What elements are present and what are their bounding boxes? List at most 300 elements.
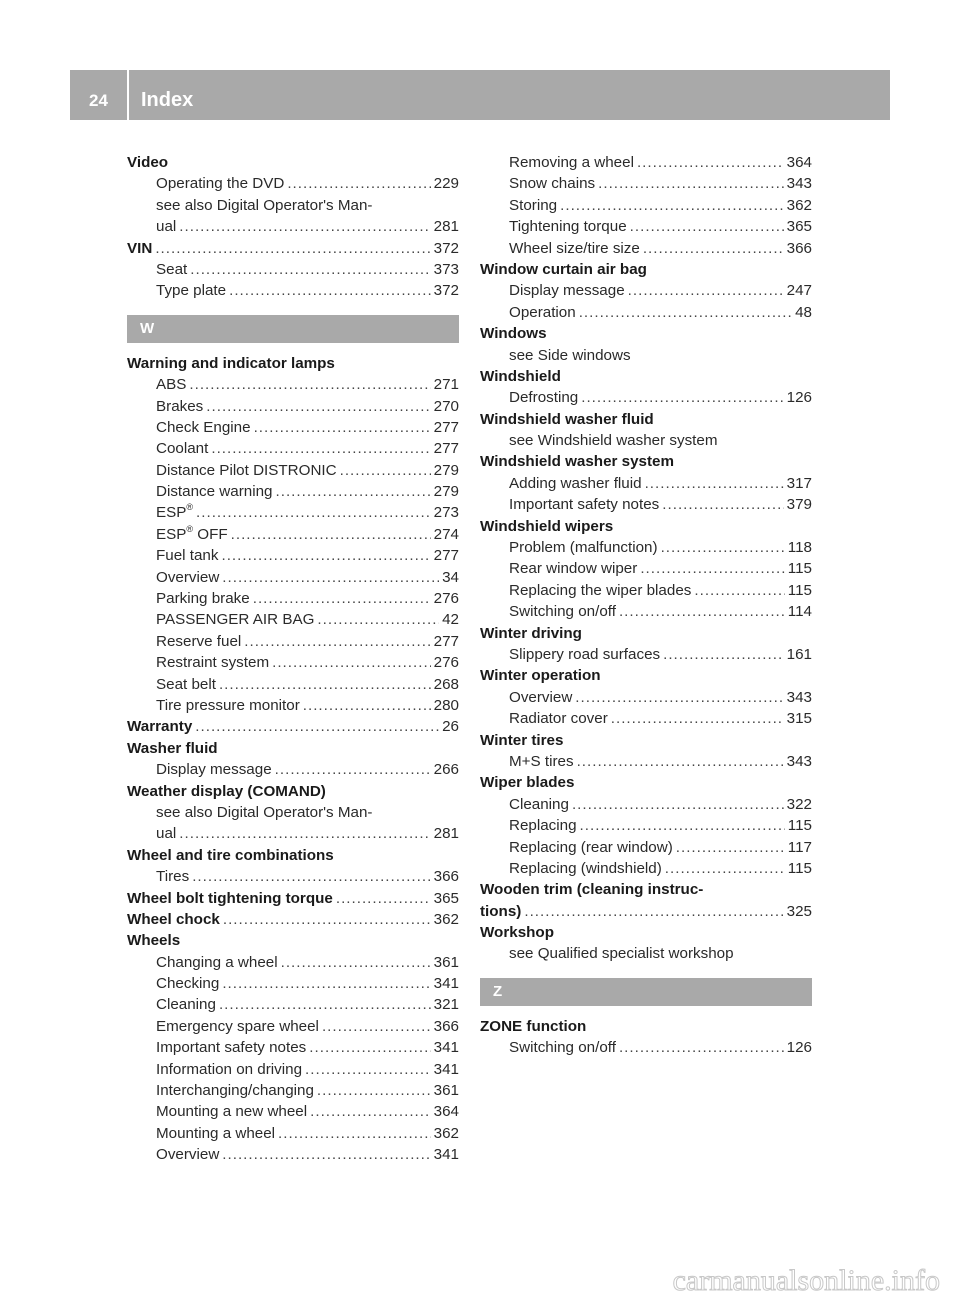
entry-text: Display message [156, 761, 272, 779]
index-subentry [127, 695, 459, 716]
entry-text: M+S tires [509, 752, 574, 770]
entry-label [156, 631, 241, 652]
dot-leader [179, 216, 430, 237]
dot-leader [179, 823, 430, 844]
entry-text: ESP [156, 504, 187, 522]
dot-leader [281, 952, 431, 973]
entry-label [156, 588, 250, 609]
page-reference[interactable]: 277 [433, 632, 459, 650]
index-subentry [480, 1037, 812, 1058]
index-entry [480, 516, 812, 537]
entry-label [156, 823, 176, 844]
page-reference[interactable]: 361 [433, 1082, 459, 1100]
entry-label [480, 623, 582, 644]
entry-text: Fuel tank [156, 547, 219, 565]
page-reference[interactable]: 115 [787, 817, 812, 835]
entry-label [127, 353, 335, 374]
page-reference[interactable]: 271 [433, 376, 459, 394]
page-reference[interactable]: 126 [786, 1039, 812, 1057]
entry-label [156, 695, 300, 716]
index-entry [127, 845, 459, 866]
entry-label [156, 396, 203, 417]
page-reference[interactable]: 115 [787, 859, 812, 877]
index-subentry [127, 652, 459, 673]
entry-text: Replacing (rear window) [509, 838, 673, 856]
page-reference[interactable]: 274 [433, 525, 459, 543]
entry-text: Windshield washer system [480, 453, 674, 471]
entry-label [480, 516, 613, 537]
index-subentry [127, 631, 459, 652]
entry-text: Mounting a wheel [156, 1124, 276, 1142]
index-see-also [480, 943, 812, 964]
entry-text: Winter operation [480, 667, 601, 685]
entry-text: Windows [480, 325, 547, 343]
page-reference[interactable]: 325 [786, 902, 812, 920]
page-reference[interactable]: 115 [787, 581, 812, 599]
entry-text: Tightening torque [509, 218, 627, 236]
page-reference[interactable]: 276 [433, 590, 459, 608]
index-subentry [127, 280, 459, 301]
index-subentry [480, 837, 812, 858]
entry-text: Operating the DVD [156, 175, 285, 193]
entry-label [156, 1144, 219, 1165]
page-reference[interactable]: 362 [433, 1124, 459, 1142]
dot-leader [665, 858, 785, 879]
page-header [70, 70, 890, 120]
index-subentry [127, 1123, 459, 1144]
dot-leader [628, 280, 784, 301]
page-reference[interactable]: 343 [786, 175, 812, 193]
entry-label [156, 502, 193, 523]
dot-leader [577, 751, 784, 772]
dot-leader [663, 644, 784, 665]
entry-text: Workshop [480, 924, 554, 942]
entry-label [156, 280, 226, 301]
entry-text: Overview [156, 568, 220, 586]
entry-label [156, 866, 189, 887]
page-reference[interactable]: 229 [433, 175, 459, 193]
entry-label [156, 460, 337, 481]
dot-leader [287, 173, 430, 194]
entry-text: Information on driving [156, 1060, 303, 1078]
entry-label [480, 901, 521, 922]
index-subentry [127, 259, 459, 280]
index-column-left [127, 152, 459, 1166]
page-reference[interactable]: 372 [433, 239, 459, 257]
entry-label [509, 858, 662, 879]
entry-text: Tires [156, 868, 190, 886]
entry-text: Window curtain air bag [480, 260, 647, 278]
entry-label [156, 1123, 275, 1144]
entry-text: Distance Pilot DISTRONIC [156, 461, 337, 479]
entry-text: Important safety notes [509, 496, 660, 514]
entry-label [156, 259, 187, 280]
entry-label [156, 609, 314, 630]
index-entry [480, 879, 812, 900]
page-reference[interactable]: 317 [786, 474, 812, 492]
dot-leader [581, 387, 783, 408]
entry-label [127, 845, 334, 866]
entry-text: Winter tires [480, 731, 564, 749]
page-reference[interactable]: 114 [787, 603, 812, 621]
entry-label [156, 567, 219, 588]
index-subentry [480, 387, 812, 408]
entry-text-tail: OFF [193, 525, 228, 543]
index-subentry [127, 481, 459, 502]
entry-text: Removing a wheel [509, 154, 634, 171]
dot-leader [305, 1059, 431, 1080]
page-reference[interactable]: 42 [442, 611, 459, 629]
dot-leader [310, 1101, 431, 1122]
index-entry [480, 323, 812, 344]
entry-text: Wheel size/tire size [509, 239, 640, 257]
page-reference[interactable]: 322 [786, 795, 812, 813]
index-subentry [127, 994, 459, 1015]
entry-label [509, 815, 577, 836]
index-subentry [480, 751, 812, 772]
index-subentry [127, 1037, 459, 1058]
entry-text: ABS [156, 376, 187, 394]
dot-leader [222, 973, 430, 994]
index-entry [127, 152, 459, 173]
page-reference[interactable]: 341 [433, 1039, 459, 1057]
entry-label [480, 772, 574, 793]
entry-label [509, 387, 578, 408]
entry-text: Slippery road surfaces [509, 645, 661, 663]
dot-leader [640, 558, 784, 579]
entry-label [156, 173, 284, 194]
index-subentry [480, 152, 812, 173]
dot-leader [253, 588, 431, 609]
page-reference[interactable]: 362 [786, 196, 812, 214]
entry-label [509, 580, 691, 601]
entry-label [509, 558, 637, 579]
entry-label [480, 730, 563, 751]
entry-label [127, 152, 168, 173]
entry-text: Cleaning [509, 795, 569, 813]
dot-leader [219, 994, 431, 1015]
entry-label [156, 417, 251, 438]
entry-label [480, 259, 647, 280]
dot-leader [189, 374, 430, 395]
entry-label [480, 366, 561, 387]
entry-text: VIN [127, 239, 153, 257]
dot-leader [662, 494, 783, 515]
dot-leader [524, 901, 783, 922]
page-reference[interactable]: 161 [786, 645, 812, 663]
dot-leader [575, 687, 783, 708]
entry-text: tions) [480, 902, 522, 920]
index-entry [127, 909, 459, 930]
entry-label [509, 473, 642, 494]
index-subentry [127, 1016, 459, 1037]
entry-text: Wiper blades [480, 774, 575, 792]
index-entry [480, 259, 812, 280]
page-reference[interactable]: 364 [786, 154, 812, 171]
page-reference[interactable]: 365 [786, 218, 812, 236]
dot-leader [643, 238, 784, 259]
entry-label [509, 708, 608, 729]
dot-leader [196, 502, 431, 523]
index-subentry [480, 580, 812, 601]
entry-label [509, 195, 557, 216]
index-subentry [127, 674, 459, 695]
entry-text: Storing [509, 196, 558, 214]
dot-leader [322, 1016, 431, 1037]
entry-text: Overview [509, 688, 573, 706]
index-subentry [127, 1144, 459, 1165]
page-reference[interactable]: 118 [787, 539, 812, 557]
entry-text: Switching on/off [509, 603, 616, 621]
index-subentry [127, 524, 459, 545]
entry-label [156, 973, 219, 994]
page-reference[interactable]: 270 [433, 397, 459, 415]
page-reference[interactable]: 341 [433, 1146, 459, 1164]
index-see-also [127, 195, 459, 216]
page-reference[interactable]: 117 [787, 838, 812, 856]
index-subentry [127, 1101, 459, 1122]
page-reference[interactable]: 126 [786, 389, 812, 407]
dot-leader [572, 794, 784, 815]
page-reference[interactable]: 372 [433, 282, 459, 300]
entry-text: Wheel bolt tightening torque [127, 889, 333, 907]
page-reference[interactable]: 379 [786, 496, 812, 514]
entry-text: Reserve fuel [156, 632, 242, 650]
page-reference[interactable]: 48 [795, 303, 812, 321]
dot-leader [676, 837, 785, 858]
entry-text: Snow chains [509, 175, 596, 193]
page-reference[interactable]: 366 [433, 1017, 459, 1035]
index-subentry [480, 708, 812, 729]
entry-label [156, 545, 218, 566]
entry-text: Defrosting [509, 389, 579, 407]
entry-label [509, 494, 659, 515]
entry-text: Weather display (COMAND) [127, 782, 326, 800]
dot-leader [661, 537, 785, 558]
index-subentry [127, 438, 459, 459]
entry-label [480, 409, 654, 430]
index-entry [480, 1016, 812, 1037]
dot-leader [211, 438, 430, 459]
entry-text: Coolant [156, 440, 209, 458]
entry-label [509, 302, 576, 323]
dot-leader [611, 708, 784, 729]
dot-leader [317, 609, 439, 630]
dot-leader [222, 567, 439, 588]
entry-label [156, 674, 216, 695]
page-reference[interactable]: 115 [787, 560, 812, 578]
entry-text: see Side windows [509, 346, 631, 364]
entry-text: Wheels [127, 932, 181, 950]
page-reference[interactable]: 26 [442, 718, 459, 736]
entry-label [509, 152, 634, 173]
index-subentry [127, 396, 459, 417]
entry-label [156, 1037, 306, 1058]
entry-label [509, 1037, 616, 1058]
entry-label [509, 430, 718, 451]
index-subentry [480, 216, 812, 237]
dot-leader [221, 545, 430, 566]
entry-label [127, 930, 180, 951]
page-reference[interactable]: 341 [433, 975, 459, 993]
index-entry [127, 930, 459, 951]
page-reference[interactable]: 366 [786, 239, 812, 257]
page-reference[interactable]: 266 [433, 761, 459, 779]
page-reference[interactable]: 276 [433, 654, 459, 672]
index-entry [127, 781, 459, 802]
dot-leader [340, 460, 431, 481]
page-reference[interactable]: 364 [433, 1103, 459, 1121]
index-subentry [480, 195, 812, 216]
entry-label [127, 781, 326, 802]
entry-text: ual [156, 825, 177, 843]
page-reference[interactable]: 365 [433, 889, 459, 907]
entry-text: Emergency spare wheel [156, 1017, 319, 1035]
entry-label [156, 195, 372, 216]
entry-label [509, 794, 569, 815]
dot-leader [598, 173, 784, 194]
dot-leader [192, 866, 430, 887]
page-reference[interactable]: 279 [433, 461, 459, 479]
dot-leader [272, 652, 431, 673]
index-subentry [480, 644, 812, 665]
entry-text: Switching on/off [509, 1039, 616, 1057]
entry-text: Warranty [127, 718, 193, 736]
entry-text: Mounting a new wheel [156, 1103, 308, 1121]
page-reference[interactable]: 341 [433, 1060, 459, 1078]
page-reference[interactable]: 277 [433, 440, 459, 458]
entry-label [156, 1016, 319, 1037]
entry-label [509, 601, 616, 622]
index-see-also [127, 802, 459, 823]
dot-leader [560, 195, 784, 216]
index-subentry [127, 759, 459, 780]
dot-leader [317, 1080, 431, 1101]
index-subentry [127, 973, 459, 994]
page-reference[interactable]: 281 [433, 218, 459, 236]
entry-label [509, 837, 673, 858]
entry-label [480, 323, 547, 344]
entry-label [509, 751, 574, 772]
index-entry [480, 730, 812, 751]
entry-text: Adding washer fluid [509, 474, 642, 492]
index-subentry [127, 502, 459, 523]
entry-text: ZONE function [480, 1017, 587, 1035]
page-reference[interactable]: 247 [786, 282, 812, 300]
entry-text: Radiator cover [509, 710, 608, 728]
page-reference[interactable]: 273 [433, 504, 459, 522]
index-subentry [480, 558, 812, 579]
page-reference[interactable]: 34 [442, 568, 459, 586]
index-subentry [127, 216, 459, 237]
dot-leader [195, 716, 439, 737]
entry-text: Video [127, 154, 169, 171]
entry-label [156, 952, 278, 973]
index-subentry [127, 952, 459, 973]
watermark-logo [610, 1262, 945, 1298]
index-subentry [127, 374, 459, 395]
entry-text: Type plate [156, 282, 227, 300]
index-subentry [480, 858, 812, 879]
index-entry [127, 738, 459, 759]
index-entry [480, 409, 812, 430]
entry-label [127, 738, 218, 759]
entry-text: Distance warning [156, 483, 273, 501]
dot-leader [630, 216, 784, 237]
entry-label [156, 481, 273, 502]
dot-leader [155, 238, 430, 259]
dot-leader [254, 417, 431, 438]
dot-leader [276, 481, 431, 502]
page-title: Index [141, 89, 194, 111]
index-entry [127, 888, 459, 909]
entry-label [127, 888, 333, 909]
entry-text: Windshield washer fluid [480, 410, 654, 428]
index-entry [480, 451, 812, 472]
entry-text: Washer fluid [127, 739, 218, 757]
page-reference[interactable]: 277 [433, 418, 459, 436]
index-subentry [480, 280, 812, 301]
entry-label [480, 451, 674, 472]
entry-text: Replacing the wiper blades [509, 581, 692, 599]
page-reference[interactable]: 343 [786, 752, 812, 770]
entry-label [156, 759, 272, 780]
page-reference[interactable]: 277 [433, 547, 459, 565]
index-subentry [480, 494, 812, 515]
dot-leader [223, 909, 431, 930]
page-reference[interactable]: 281 [433, 825, 459, 843]
page-reference[interactable]: 321 [433, 996, 459, 1014]
entry-label [509, 644, 660, 665]
entry-text: Wheel chock [127, 910, 220, 928]
entry-text: Important safety notes [156, 1039, 307, 1057]
entry-text: Parking brake [156, 590, 250, 608]
entry-label [156, 1080, 314, 1101]
section-header-w: W [127, 315, 459, 343]
page-reference[interactable]: 362 [433, 910, 459, 928]
page-reference[interactable]: 280 [433, 696, 459, 714]
page-reference[interactable]: 279 [433, 483, 459, 501]
entry-text: Replacing [509, 817, 577, 835]
registered-mark: ® [186, 502, 194, 513]
page-reference[interactable]: 315 [786, 710, 812, 728]
entry-label [480, 665, 601, 686]
entry-label [127, 716, 192, 737]
page-reference[interactable]: 366 [433, 868, 459, 886]
entry-text: Checking [156, 975, 220, 993]
index-subentry [127, 1080, 459, 1101]
entry-text: Brakes [156, 397, 204, 415]
page-reference[interactable]: 343 [786, 688, 812, 706]
entry-text: Wooden trim (cleaning instruc- [480, 881, 704, 899]
dot-leader [278, 1123, 431, 1144]
entry-label [509, 280, 625, 301]
index-subentry [127, 567, 459, 588]
index-subentry [127, 609, 459, 630]
entry-label [480, 922, 554, 943]
entry-label [509, 238, 640, 259]
index-subentry [127, 866, 459, 887]
entry-text: Warning and indicator lamps [127, 354, 335, 372]
watermark-text: carmanualsonline.info [672, 1264, 940, 1297]
page-reference[interactable]: 373 [433, 260, 459, 278]
index-subentry [480, 238, 812, 259]
page-reference[interactable]: 268 [433, 675, 459, 693]
entry-label [480, 879, 703, 900]
page-reference[interactable]: 361 [433, 953, 459, 971]
index-subentry [480, 687, 812, 708]
index-see-also [480, 430, 812, 451]
